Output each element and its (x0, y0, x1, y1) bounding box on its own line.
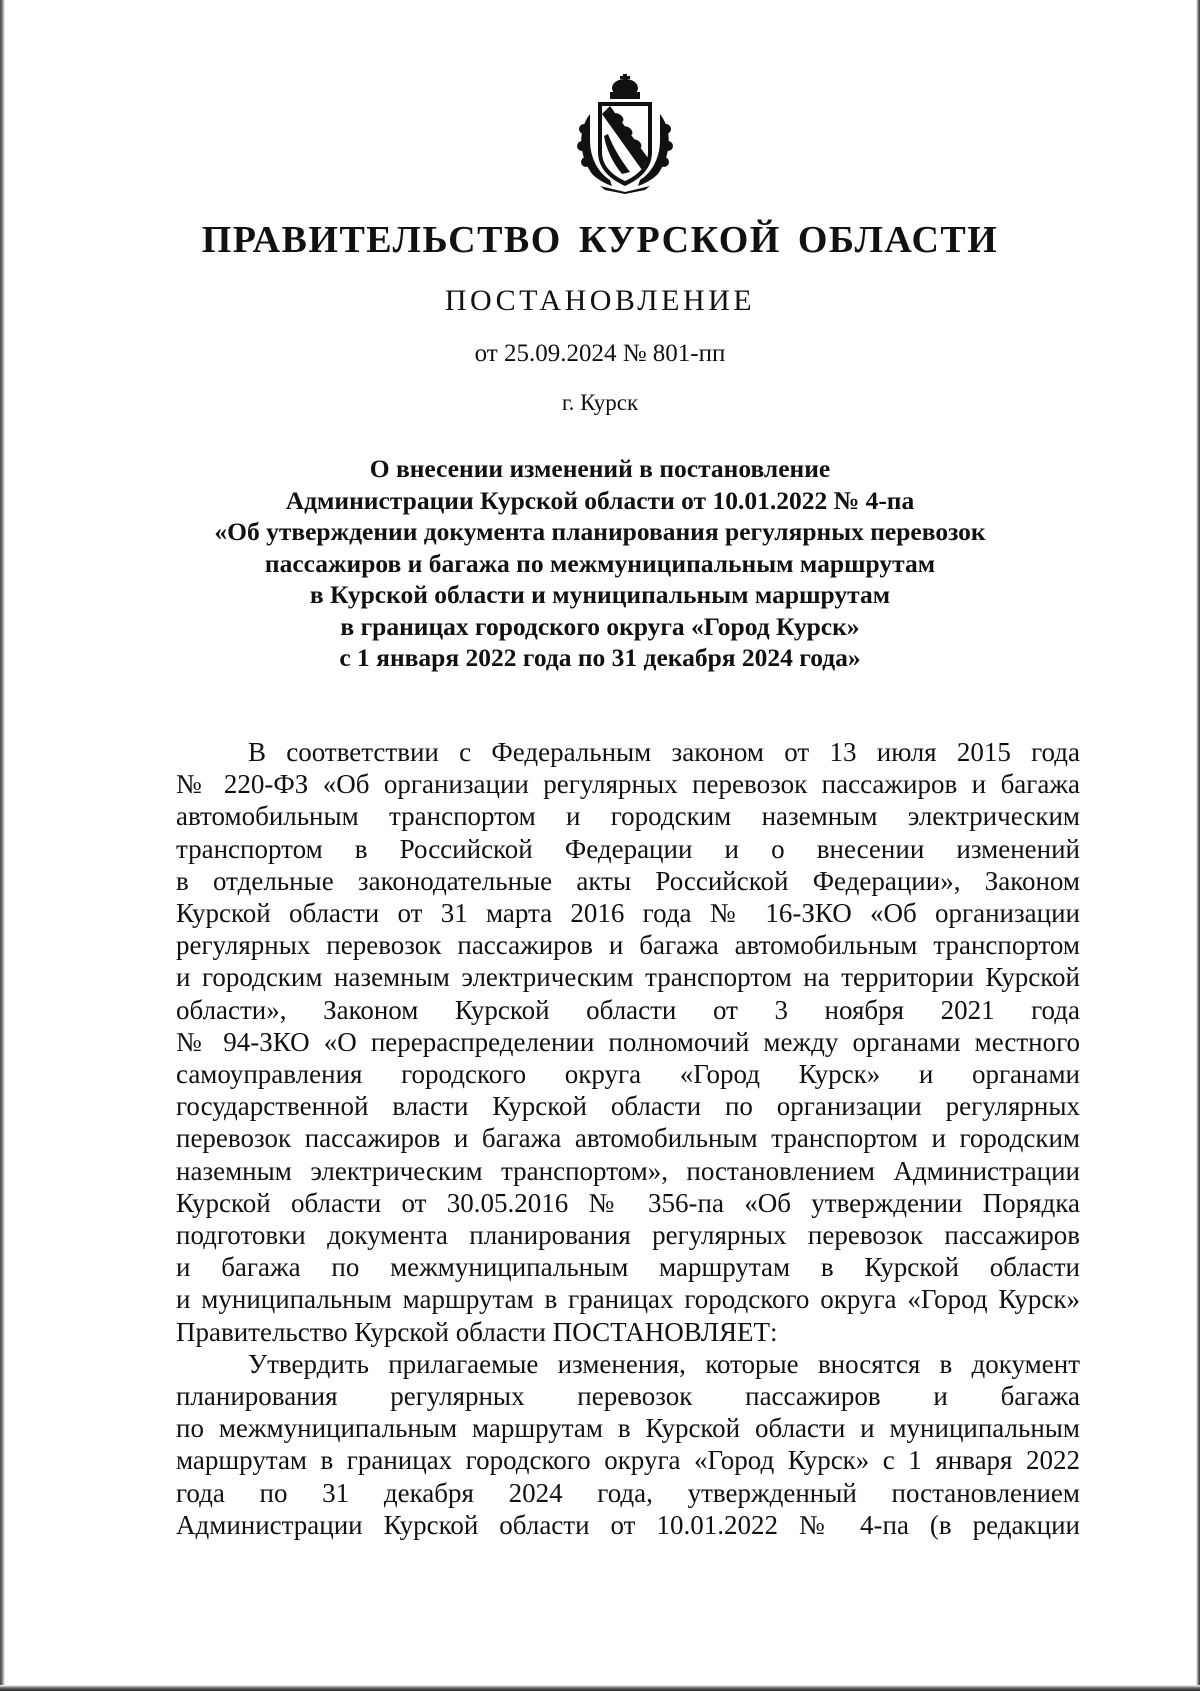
body-line: № 94-ЗКО «О перераспределении полномочий между органами местного (176, 1026, 1080, 1057)
body-line: наземным электрическим транспортом», постановлением Администрации (176, 1155, 1080, 1186)
body-line: регулярных перевозок пассажиров и багажа автомобильным транспортом (176, 930, 1080, 961)
document-city: г. Курск (561, 390, 639, 415)
body-line: и городским наземным электрическим транспортом на территории Курской (176, 962, 1080, 993)
body-line: автомобильным транспортом и городским наземным электрическим (176, 801, 1080, 832)
document-body (176, 736, 1080, 1541)
subject-line: О внесении изменений в постановление (369, 454, 831, 483)
coat-of-arms-emblem (570, 74, 680, 194)
document-date-number: от 25.09.2024 № 801-пп (474, 340, 726, 367)
body-line: государственной власти Курской области по организации регулярных (176, 1091, 1080, 1122)
body-line: маршрутам в границах городского округа «Город Курск» с 1 января 2022 (176, 1445, 1080, 1476)
subject-line: «Об утверждении документа планирования регулярных перевозок (214, 517, 986, 546)
body-line: Утвердить прилагаемые изменения, которые вносятся в документ (248, 1348, 1080, 1379)
subject-line: Администрации Курской области от 10.01.2022 № 4-па (285, 485, 915, 515)
subject-line: пассажиров и багажа по межмуниципальным маршрутам (264, 548, 936, 578)
body-line: № 220-ФЗ «Об организации регулярных перевозок пассажиров и багажа (176, 769, 1080, 800)
body-line: самоуправления городского округа «Город Курск» и органами (176, 1059, 1080, 1090)
body-line: области», Законом Курской области от 3 ноября 2021 года (176, 994, 1080, 1025)
body-line: Курской области от 31 марта 2016 года № 16-ЗКО «Об организации (176, 898, 1080, 929)
subject-line: в Курской области и муниципальным маршрутам (309, 580, 891, 609)
scan-edge-bottom (0, 1685, 1200, 1691)
body-line: перевозок пассажиров и багажа автомобильным транспортом и городским (176, 1123, 1080, 1154)
body-line: в отдельные законодательные акты Российской Федерации», Законом (176, 865, 1080, 896)
body-line: подготовки документа планирования регулярных перевозок пассажиров (176, 1220, 1080, 1251)
body-line: Правительство Курской области ПОСТАНОВЛЯЕТ: (176, 1316, 778, 1347)
document-subject (140, 453, 1060, 674)
body-line: В соответствии с Федеральным законом от 13 июля 2015 года (248, 737, 1080, 767)
body-line: и багажа по межмуниципальным маршрутам в Курской области (176, 1252, 1080, 1283)
body-line: планирования регулярных перевозок пассажиров и багажа (176, 1381, 1080, 1412)
body-line: Администрации Курской области от 10.01.2022 № 4-па (в редакции (176, 1509, 1080, 1540)
body-line: транспортом в Российской Федерации и о внесении изменений (176, 833, 1080, 864)
subject-line: с 1 января 2022 года по 31 декабря 2024 года» (339, 643, 861, 672)
organization-title: ПРАВИТЕЛЬСТВО КУРСКОЙ ОБЛАСТИ (201, 219, 999, 261)
body-line: года по 31 декабря 2024 года, утвержденный постановлением (176, 1477, 1080, 1508)
body-line: и муниципальным маршрутам в границах городского округа «Город Курск» (176, 1284, 1080, 1315)
subject-line: в границах городского округа «Город Курск» (340, 611, 860, 641)
body-line: по межмуниципальным маршрутам в Курской области и муниципальным (176, 1413, 1080, 1444)
document-type: ПОСТАНОВЛЕНИЕ (444, 284, 756, 317)
body-line: Курской области от 30.05.2016 № 356-па «Об утверждении Порядка (176, 1187, 1080, 1218)
